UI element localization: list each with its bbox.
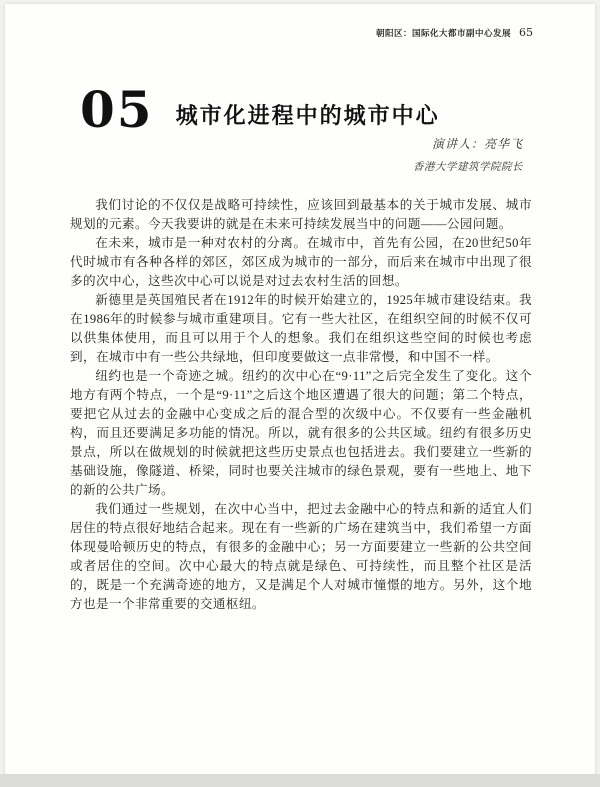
speaker-name: 演讲人：亮华飞 (431, 137, 523, 151)
page-number: 65 (519, 26, 533, 39)
lecture-body-text (70, 196, 532, 614)
chapter-number: 05 (80, 80, 154, 139)
running-header-title: 朝阳区：国际化大都市副中心发展 (375, 28, 511, 38)
running-header (376, 26, 533, 39)
body-paragraph: 新德里是英国殖民者在1912年的时候开始建立的，1925年城市建设结束。我在1986年的时候参与城市重建项目。它有一些大社区，在组织空间的时候不仅可以供集体使用，而且可以用于个人的想象。我们在组织这些空间的时候也考虑到，在城市中有一些公共绿地，但印度要做这一点非常慢，和中国不一样。 (70, 293, 532, 364)
chapter-title: 城市化进程中的城市中心 (175, 103, 440, 128)
speaker-affiliation: 香港大学建筑学院院长 (413, 162, 523, 173)
body-paragraph: 我们讨论的不仅仅是战略可持续性，应该回到最基本的关于城市发展、城市规划的元素。今天我要讲的就是在未来可持续发展当中的问题——公园问题。 (70, 198, 532, 231)
body-paragraph: 我们通过一些规划，在次中心当中，把过去金融中心的特点和新的适宜人们居住的特点很好地结合起来。现在有一些新的广场在建筑当中，我们希望一方面体现曼哈顿历史的特点，有很多的金融中心；另一方面要建立一些新的公共空间或者居住的空间。次中心最大的特点就是绿色、可持续性，而且整个社区是活的，既是一个充满奇迹的地方，又是满足个人对城市憧憬的地方。另外，这个地方也是一个非常重要的交通枢纽。 (70, 502, 532, 611)
scan-edge-strip (0, 774, 600, 787)
body-paragraph: 在未来，城市是一种对农村的分离。在城市中，首先有公园，在20世纪50年代时城市有各种各样的郊区，郊区成为城市的一部分，而后来在城市中出现了很多的次中心，这些次中心可以说是对过去农村生活的回想。 (70, 236, 532, 288)
body-paragraph: 纽约也是一个奇迹之城。纽约的次中心在“9·11”之后完全发生了变化。这个地方有两个特点，一个是“9·11”之后这个地区遭遇了很大的问题；第二个特点，要把它从过去的金融中心变成之后的混合型的次级中心。不仅要有一些金融机构，而且还要满足多功能的情况。所以，就有很多的公共区域。纽约有很多历史景点，所以在做规划的时候就把这些历史景点也包括进去。我们要建立一些新的基础设施，像隧道、桥梁，同时也要关注城市的绿色景观，要有一些地上、地下的新的公共广场。 (70, 369, 532, 497)
book-page (5, 4, 595, 774)
chapter-heading (80, 80, 440, 139)
speaker-block (413, 135, 523, 174)
